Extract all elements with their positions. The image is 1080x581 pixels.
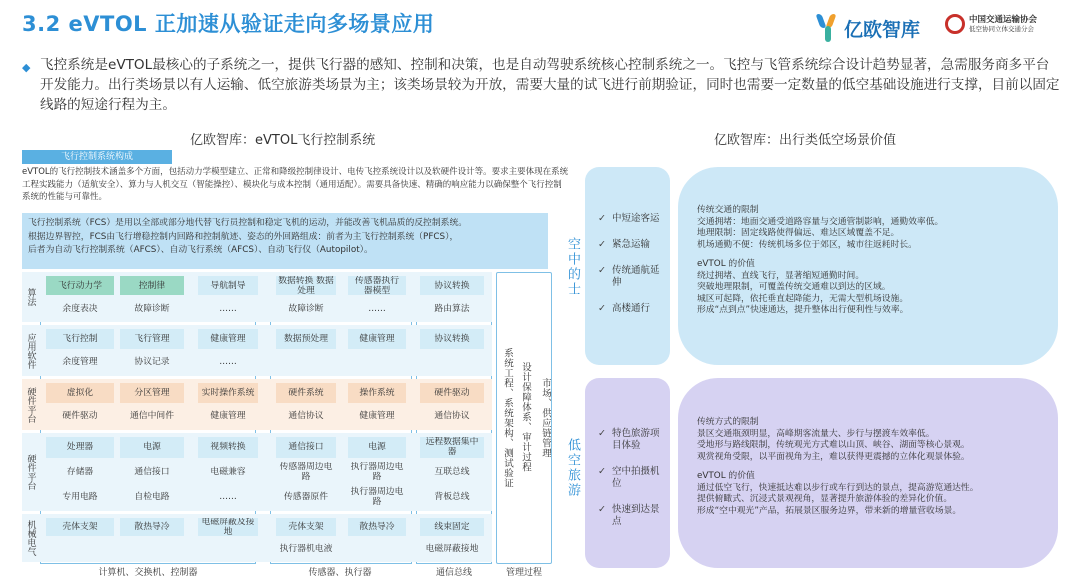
grid-cell: 背板总线 (434, 491, 470, 502)
cat1-values: 传统交通的限制 交通拥堵：地面交通受道路容量与交通管制影响，通勤效率低。 地理限制：固定线路使得偏远、难达区域覆盖不足。 机场通勤不便：传统机场多位于郊区，城市往返耗时长。 eVTOL 的价值 绕过拥堵、直线飞行，显著缩短通勤时间。 突破地理限制，可覆盖传统交通难以到达的区域。 城区可起降，依托垂直起降能力，无需大型机场设施。 形成“点到点”快速通达，提升整体出行便利性与效率。 (697, 205, 944, 315)
grid-cell: 控制律 (120, 276, 184, 295)
side-col-1: 系统工程、系统架构、测试验证 (502, 348, 513, 488)
grid-cell: 电磁屏蔽接地 (425, 544, 479, 554)
grid-cell: 通信协议 (434, 411, 470, 422)
grid-cell: 硬件驱动 (62, 411, 98, 422)
grid-cell: 飞行管理 (120, 329, 184, 349)
check-icon: ✓ (598, 303, 606, 314)
check-icon: ✓ (598, 504, 606, 515)
fcs-intro: eVTOL的飞行控制技术涵盖多个方面，包括动力学模型建立、正常和降级控制律设计、电传飞控系统设计以及软硬件设计等。要求主要体现在系统工程实践能力（适航安全）、算力与人机交互（智能操控）、模块化与成本控制（通用适配）。需要具备快速、精确的响应能力以确保整个飞行控制系统的性能与可靠性。 (22, 167, 569, 202)
cat2-item: ✓ 特色旅游项目体验 (598, 428, 660, 451)
right-subtitle: 亿欧智库：出行类低空场景价值 (714, 133, 897, 148)
side-col-3: 市场、供应链管理 (540, 378, 551, 458)
grid-cell (420, 353, 484, 373)
grid-row-label: 应用软件 (25, 332, 36, 369)
grid-cell: 电磁屏蔽及接地 (198, 518, 258, 536)
fcs-line-1: 飞行控制系统（FCS）是用以全部或部分地代替飞行员控制和稳定飞机的运动，并能改善飞机品质的反控制系统。 (28, 218, 468, 228)
grid-cell: 通信接口 (276, 437, 336, 458)
grid-cell: 壳体支架 (46, 518, 114, 536)
grid-cell (120, 540, 184, 558)
cat1-items (598, 213, 668, 329)
diamond-bullet-icon: ◆ (22, 61, 31, 74)
grid-cell: 电磁兼容 (210, 466, 246, 477)
cat2-values: 传统方式的限制 景区交通瓶颈明显，高峰期客流量大、步行与摆渡车效率低。 受地形与路线限制，传统观光方式难以山顶、峡谷、湖面等核心景观。 观赏视角受限，以平面视角为主，难以获得更震撼的立体化观景体验。 eVTOL 的价值 通过低空飞行，快速抵达难以步行或车行到达的景点，提高游览通达性。 提供俯瞰式、沉浸式景观视角，显著提升旅游体验的差异化价值。 形成“空中观光”产品，拓展景区服务边界，带来新的增量营收场景。 (697, 417, 979, 516)
cat2-items (598, 428, 668, 542)
grid-cell: …… (219, 491, 237, 502)
grid-cell: 故障诊断 (134, 303, 170, 314)
grid-cell: 健康管理 (348, 329, 406, 349)
grid-cell: 协议转换 (420, 276, 484, 295)
brand-mark-icon (818, 14, 840, 42)
association-logo (945, 14, 1037, 34)
grid-cell: 路由算法 (434, 303, 470, 314)
cat2-label: 低空旅游 (565, 438, 580, 498)
grid-cell: 协议记录 (134, 357, 170, 368)
grid-cell: 线束固定 (420, 518, 484, 536)
grid-cell: 通信接口 (134, 466, 170, 477)
grid-cell: 余度管理 (62, 357, 98, 368)
footer-bus: 通信总线 (435, 568, 472, 578)
cat1-item: ✓ 中短途客运 (598, 213, 660, 224)
grid-cell: 余度表决 (62, 303, 98, 314)
association-seal-icon (945, 14, 965, 34)
association-branch: 低空协同立体交通分会 (969, 24, 1034, 33)
summary-text: 飞控系统是eVTOL最核心的子系统之一，提供飞行器的感知、控制和决策，也是自动驾驶系统核心控制系统之一。飞控与飞管系统综合设计趋势显著，急需服务商多平台开发能力。出行类场景以有人运输、低空旅游类场景为主；该类场景较为开放，需要大量的试飞进行前期验证，同时也需要一定数量的低空基础设施进行支撑，目前以固定线路的短途行程为主。 (40, 57, 1060, 113)
grid-cell: 专用电路 (62, 491, 98, 502)
grid-cell: 传感器原件 (284, 491, 328, 502)
check-icon: ✓ (598, 428, 606, 439)
fcs-header: 飞行控制系统构成 (22, 150, 172, 164)
page-title: 3.2 eVTOL 正加速从验证走向多场景应用 (22, 12, 435, 36)
grid-cell: 飞行动力学 (46, 276, 114, 295)
grid-cell: 健康管理 (359, 411, 395, 422)
left-subtitle: 亿欧智库：eVTOL飞行控制系统 (190, 133, 376, 148)
check-icon: ✓ (598, 213, 606, 224)
check-icon: ✓ (598, 239, 606, 250)
grid-cell: 导航制导 (198, 276, 258, 295)
grid-cell: 执行器机电液 (279, 544, 333, 554)
check-icon: ✓ (598, 466, 606, 477)
grid-cell: 电源 (348, 437, 406, 458)
grid-cell: 健康管理 (198, 329, 258, 349)
grid-cell (198, 540, 258, 558)
grid-cell: …… (368, 303, 386, 314)
grid-cell: 故障诊断 (288, 303, 324, 314)
grid-cell: 通信中间件 (130, 411, 174, 422)
grid-cell: 执行器周边电路 (350, 486, 404, 507)
grid-row-label: 机械电气 (25, 520, 36, 556)
fcs-line-3: 后者为自动飞行控制系统（AFCS）、自动飞行系统（AFCS）、自动飞行仪（Autopilot）。 (28, 245, 373, 255)
grid-cell: 存储器 (66, 466, 94, 477)
grid-cell: 视频转换 (198, 437, 258, 458)
side-col-2: 设计保障体系、审计过程 (520, 362, 531, 472)
grid-cell: 实时操作系统 (198, 383, 258, 403)
grid-cell: 操作系统 (348, 383, 406, 403)
grid-cell: 散热导冷 (120, 518, 184, 536)
cat1-item: ✓ 传统通航延伸 (598, 265, 660, 288)
grid-cell (276, 353, 336, 373)
grid-cell: 分区管理 (120, 383, 184, 403)
footer-sensor: 传感器、执行器 (308, 568, 372, 578)
check-icon: ✓ (598, 265, 606, 276)
grid-cell: 处理器 (46, 437, 114, 458)
grid-cell: …… (219, 357, 237, 368)
grid-cell: 散热导冷 (348, 518, 406, 536)
grid-cell: 健康管理 (210, 411, 246, 422)
fcs-definition (22, 213, 548, 269)
grid-cell: 数据预处理 (276, 329, 336, 349)
summary-bullet (22, 55, 1062, 115)
cat1-label: 空中的士 (565, 237, 580, 297)
association-name: 中国交通运输协会 (969, 14, 1038, 25)
brand-name: 亿欧智库 (844, 18, 921, 41)
grid-cell: 电源 (120, 437, 184, 458)
grid-cell: 执行器周边电路 (350, 461, 404, 482)
grid-cell: 虚拟化 (46, 383, 114, 403)
grid-cell: 硬件系统 (276, 383, 336, 403)
fcs-line-2: 根据边界智控，FCS由飞行增稳控制内回路和控制航迹、姿态的外回路组成：前者为主飞行控制系统（PFCS）， (28, 231, 459, 242)
cat1-item: ✓ 高楼通行 (598, 303, 651, 314)
grid-cell: 飞行控制 (46, 329, 114, 349)
management-box (496, 272, 552, 564)
grid-cell: 协议转换 (420, 329, 484, 349)
grid-row-label: 算法 (25, 288, 36, 306)
grid-row-label: 硬件平台 (25, 386, 36, 423)
grid-cell: 数据转换 数据处理 (276, 276, 336, 295)
grid-cell: 互联总线 (434, 466, 470, 477)
cat1-item: ✓ 紧急运输 (598, 239, 651, 250)
grid-cell: 自检电路 (134, 491, 170, 502)
grid-cell: …… (219, 303, 237, 314)
grid-cell (348, 540, 406, 558)
grid-cell: 远程数据集中器 (420, 437, 484, 458)
brand-logo (818, 14, 920, 42)
cat2-item: ✓ 空中拍摄机位 (598, 466, 660, 489)
grid-row-label: 硬件平台 (25, 454, 36, 490)
grid-cell: 传感器执行 器模型 (348, 276, 406, 295)
footer-computer: 计算机、交换机、控制器 (98, 568, 198, 578)
grid-cell (348, 353, 406, 373)
grid-cell: 通信协议 (288, 411, 324, 422)
footer-management: 管理过程 (505, 568, 542, 578)
grid-cell (46, 540, 114, 558)
grid-cell: 壳体支架 (276, 518, 336, 536)
grid-cell: 传感器周边电路 (279, 461, 333, 482)
grid-cell: 硬件驱动 (420, 383, 484, 403)
cat2-item: ✓ 快速到达景点 (598, 504, 660, 527)
